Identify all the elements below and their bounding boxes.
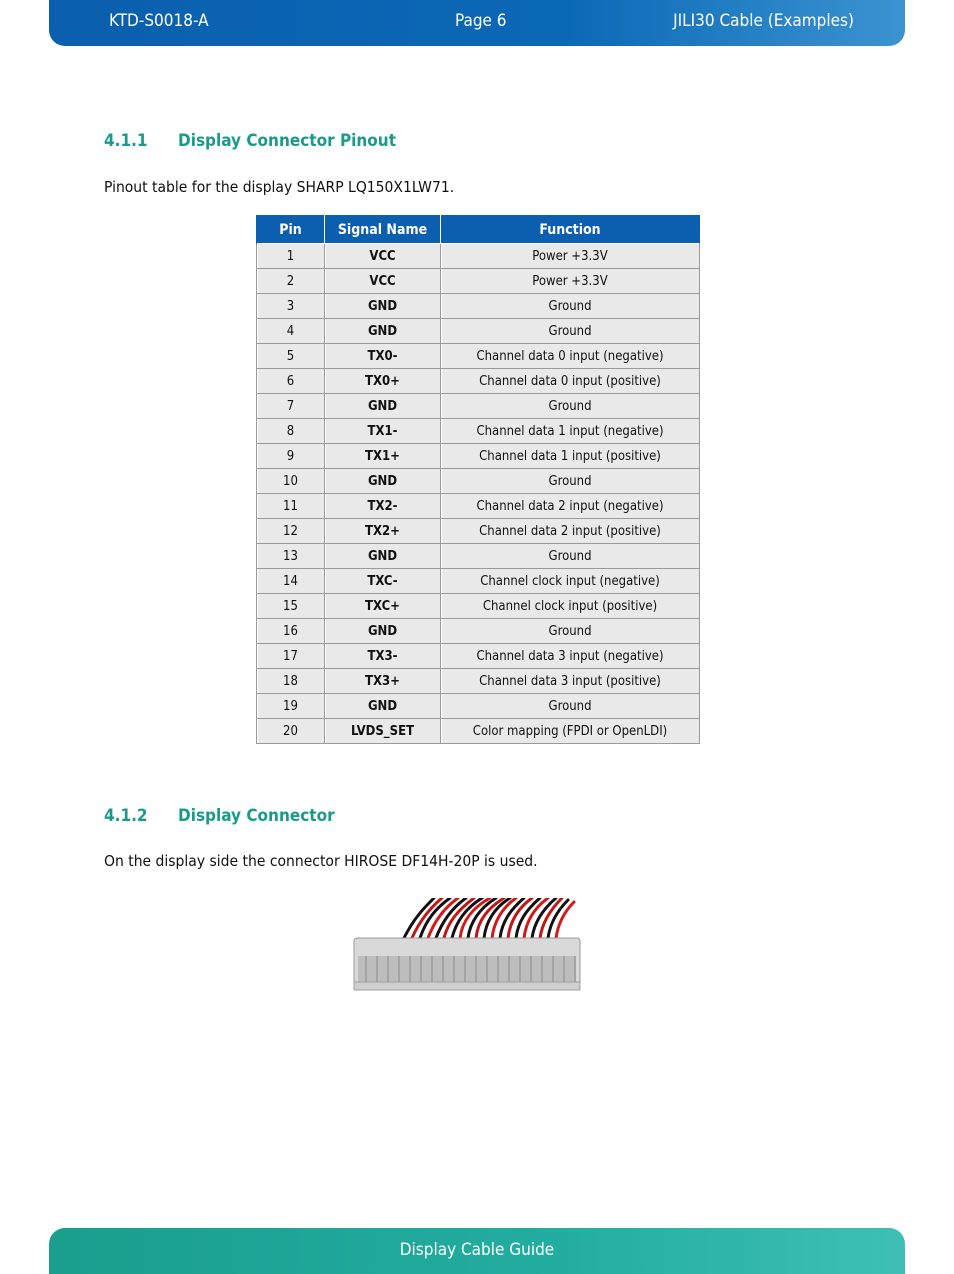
table-row	[257, 519, 700, 544]
section-title: Display Connector Pinout	[178, 131, 397, 151]
table-row	[257, 494, 700, 519]
function-cell: Ground	[441, 394, 700, 419]
table-row	[257, 694, 700, 719]
pin-cell: 10	[257, 469, 325, 494]
function-cell: Channel data 3 input (positive)	[441, 669, 700, 694]
table-row	[257, 294, 700, 319]
table-row	[257, 269, 700, 294]
function-cell: Channel data 1 input (negative)	[441, 419, 700, 444]
signal-name-cell: GND	[325, 694, 441, 719]
table-row	[257, 469, 700, 494]
pin-cell: 20	[257, 719, 325, 744]
signal-name-cell: TX3-	[325, 644, 441, 669]
table-row	[257, 344, 700, 369]
pin-cell: 11	[257, 494, 325, 519]
section-title: Display Connector	[178, 806, 335, 826]
table-row	[257, 594, 700, 619]
signal-name-cell: LVDS_SET	[325, 719, 441, 744]
pin-cell: 14	[257, 569, 325, 594]
signal-name-cell: TX1+	[325, 444, 441, 469]
function-cell: Channel clock input (negative)	[441, 569, 700, 594]
pin-cell: 17	[257, 644, 325, 669]
pin-cell: 9	[257, 444, 325, 469]
connector-description: On the display side the connector HIROSE DF14H-20P is used.	[104, 852, 538, 870]
function-cell: Color mapping (FPDI or OpenLDI)	[441, 719, 700, 744]
function-cell: Ground	[441, 544, 700, 569]
table-row	[257, 619, 700, 644]
signal-name-cell: GND	[325, 544, 441, 569]
pin-cell: 2	[257, 269, 325, 294]
pin-cell: 16	[257, 619, 325, 644]
column-header-pin: Pin	[257, 216, 325, 244]
table-row	[257, 444, 700, 469]
function-cell: Channel data 0 input (negative)	[441, 344, 700, 369]
function-cell: Power +3.3V	[441, 244, 700, 269]
signal-name-cell: VCC	[325, 269, 441, 294]
footer-title: Display Cable Guide	[399, 1240, 555, 1260]
chapter-title: JILI30 Cable (Examples)	[673, 11, 854, 31]
cable-wires	[404, 898, 574, 938]
function-cell: Channel data 2 input (negative)	[441, 494, 700, 519]
signal-name-cell: GND	[325, 319, 441, 344]
signal-name-cell: GND	[325, 469, 441, 494]
page-number: Page 6	[455, 11, 507, 31]
function-cell: Channel data 0 input (positive)	[441, 369, 700, 394]
signal-name-cell: GND	[325, 619, 441, 644]
table-row	[257, 569, 700, 594]
section-heading-connector	[104, 806, 335, 826]
function-cell: Ground	[441, 694, 700, 719]
function-cell: Channel clock input (positive)	[441, 594, 700, 619]
pinout-table	[256, 215, 700, 744]
table-row	[257, 369, 700, 394]
pin-cell: 12	[257, 519, 325, 544]
function-cell: Channel data 2 input (positive)	[441, 519, 700, 544]
column-header-function: Function	[441, 216, 700, 244]
function-cell: Power +3.3V	[441, 269, 700, 294]
pin-cell: 19	[257, 694, 325, 719]
function-cell: Channel data 3 input (negative)	[441, 644, 700, 669]
table-row	[257, 319, 700, 344]
pinout-description: Pinout table for the display SHARP LQ150X1LW71.	[104, 178, 455, 196]
signal-name-cell: TX2-	[325, 494, 441, 519]
table-row	[257, 244, 700, 269]
table-row	[257, 544, 700, 569]
function-cell: Ground	[441, 469, 700, 494]
table-header-row	[257, 216, 700, 244]
pin-cell: 13	[257, 544, 325, 569]
signal-name-cell: TX0-	[325, 344, 441, 369]
pin-cell: 6	[257, 369, 325, 394]
pin-cell: 18	[257, 669, 325, 694]
function-cell: Ground	[441, 619, 700, 644]
signal-name-cell: GND	[325, 394, 441, 419]
pin-cell: 8	[257, 419, 325, 444]
signal-name-cell: TXC-	[325, 569, 441, 594]
pin-cell: 3	[257, 294, 325, 319]
page-header	[49, 0, 905, 46]
pin-cell: 15	[257, 594, 325, 619]
signal-name-cell: VCC	[325, 244, 441, 269]
doc-id: KTD-S0018-A	[109, 11, 209, 31]
section-number: 4.1.1	[104, 131, 148, 151]
pin-cell: 7	[257, 394, 325, 419]
table-row	[257, 644, 700, 669]
table-row	[257, 669, 700, 694]
table-row	[257, 719, 700, 744]
signal-name-cell: TXC+	[325, 594, 441, 619]
column-header-signal-name: Signal Name	[325, 216, 441, 244]
table-row	[257, 419, 700, 444]
signal-name-cell: TX0+	[325, 369, 441, 394]
function-cell: Channel data 1 input (positive)	[441, 444, 700, 469]
page-footer	[49, 1228, 905, 1274]
section-number: 4.1.2	[104, 806, 148, 826]
pin-cell: 4	[257, 319, 325, 344]
pin-cell: 1	[257, 244, 325, 269]
signal-name-cell: TX2+	[325, 519, 441, 544]
table-row	[257, 394, 700, 419]
pin-cell: 5	[257, 344, 325, 369]
function-cell: Ground	[441, 294, 700, 319]
connector-photo	[344, 898, 610, 1016]
section-heading-pinout	[104, 131, 396, 151]
signal-name-cell: TX1-	[325, 419, 441, 444]
signal-name-cell: TX3+	[325, 669, 441, 694]
signal-name-cell: GND	[325, 294, 441, 319]
function-cell: Ground	[441, 319, 700, 344]
